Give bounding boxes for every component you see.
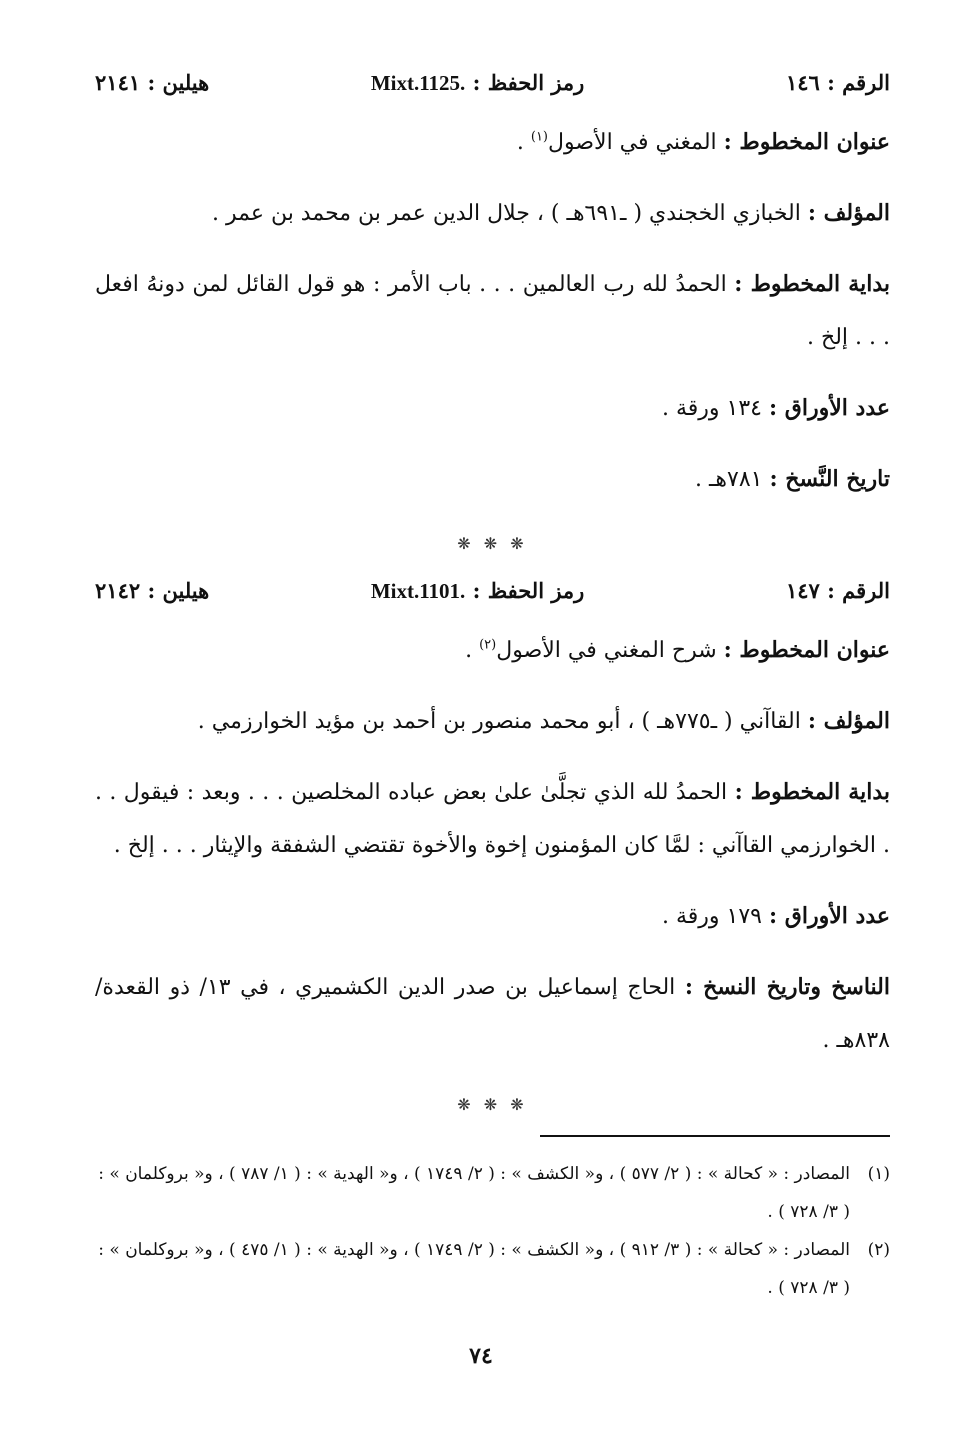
copy-label: الناسخ وتاريخ النسخ : bbox=[684, 974, 890, 1000]
footnote-text: المصادر : « كحالة » : ( ٢/ ٥٧٧ ) ، و« الكشف » : ( ٢/ ١٧٤٩ ) ، و« الهدية » : ( ١/ ٧٨٧ ) ، و« بروكلمان » : ( ٣/ ٧٢٨ ) . bbox=[98, 1164, 850, 1222]
entry-meta-146 bbox=[95, 70, 890, 114]
shelf-code: Mixt.1101. bbox=[370, 579, 466, 603]
page-body bbox=[95, 70, 890, 1139]
copyist-field bbox=[95, 961, 890, 1067]
footnote-divider bbox=[540, 1135, 890, 1137]
incipit-label: بداية المخطوط : bbox=[734, 779, 891, 805]
author-label: المؤلف : bbox=[807, 708, 890, 734]
author-value: الخبازي الخجندي ( ـ٦٩١هـ ) ، جلال الدين عمر بن محمد بن عمر . bbox=[211, 201, 801, 226]
leaves-label: عدد الأوراق : bbox=[769, 903, 890, 929]
footnote-number: (٢) bbox=[867, 1240, 890, 1260]
incipit-value: الحمدُ لله رب العالمين . . . باب الأمر : هو قول القائل لمن دونهُ افعل . . . إلخ . bbox=[95, 272, 890, 350]
author-value: القاآني ( ـ٧٧٥هـ ) ، أبو محمد منصور بن أحمد بن مؤيد الخوارزمي . bbox=[197, 709, 801, 734]
author-field bbox=[95, 695, 890, 748]
author-field bbox=[95, 187, 890, 240]
title-end: . bbox=[516, 130, 531, 155]
footnote-ref[interactable]: (٢) bbox=[479, 637, 497, 653]
page-number: ٧٤ bbox=[469, 1343, 493, 1369]
section-separator: ❋ ❋ ❋ bbox=[457, 1095, 528, 1114]
section-separator: ❋ ❋ ❋ bbox=[457, 534, 528, 553]
leaves-field bbox=[95, 382, 890, 435]
title-end: . bbox=[465, 638, 480, 663]
incipit-label: بداية المخطوط : bbox=[734, 271, 890, 297]
shelf-mark bbox=[371, 578, 585, 604]
footnote-ref[interactable]: (١) bbox=[530, 129, 548, 145]
shelf-mark bbox=[371, 70, 585, 96]
title-label: عنوان المخطوط : bbox=[723, 637, 890, 663]
copy-label: تاريخ النَّسخ : bbox=[769, 466, 890, 492]
helin-number: هيلين : ٢١٤١ bbox=[95, 70, 210, 95]
incipit-field bbox=[95, 766, 890, 872]
title-field bbox=[95, 624, 890, 677]
shelf-label: رمز الحفظ : bbox=[472, 70, 585, 95]
shelf-label: رمز الحفظ : bbox=[472, 578, 585, 603]
leaves-value: ١٣٤ ورقة . bbox=[662, 396, 762, 421]
copy-date-field bbox=[95, 453, 890, 506]
entry-meta-147 bbox=[95, 578, 890, 622]
title-value: المغني في الأصول bbox=[548, 130, 717, 155]
footnote-text: المصادر : « كحالة » : ( ٣/ ٩١٢ ) ، و« الكشف » : ( ٢/ ١٧٤٩ ) ، و« الهدية » : ( ١/ ٤٧٥ ) ، و« بروكلمان » : ( ٣/ ٧٢٨ ) . bbox=[98, 1240, 850, 1298]
title-value: شرح المغني في الأصول bbox=[496, 638, 717, 663]
author-label: المؤلف : bbox=[807, 200, 890, 226]
copy-value: ٧٨١هـ . bbox=[695, 467, 763, 492]
footnote-item bbox=[95, 1155, 890, 1231]
leaves-field bbox=[95, 890, 890, 943]
copy-value: الحاج إسماعيل بن صدر الدين الكشميري ، في ١٣/ ذو القعدة/ ٨٣٨هـ . bbox=[95, 975, 890, 1053]
incipit-value: الحمدُ لله الذي تجلَّىٰ علىٰ بعض عباده المخلصين . . . وبعد : فيقول . . . الخوارزمي القاآني : لمَّا كان المؤمنون إخوة والأخوة تقتضي الشفقة والإيثار . . . إلخ . bbox=[95, 780, 890, 858]
leaves-value: ١٧٩ ورقة . bbox=[662, 904, 762, 929]
footnotes bbox=[95, 1155, 890, 1307]
title-field bbox=[95, 116, 890, 169]
shelf-code: Mixt.1125. bbox=[370, 71, 466, 95]
entry-number: الرقم : ١٤٦ bbox=[785, 70, 890, 95]
footnote-item bbox=[95, 1231, 890, 1307]
leaves-label: عدد الأوراق : bbox=[769, 395, 890, 421]
footnote-number: (١) bbox=[867, 1164, 890, 1184]
entry-number: الرقم : ١٤٧ bbox=[785, 578, 890, 603]
title-label: عنوان المخطوط : bbox=[723, 129, 890, 155]
helin-number: هيلين : ٢١٤٢ bbox=[95, 578, 210, 603]
incipit-field bbox=[95, 258, 890, 364]
